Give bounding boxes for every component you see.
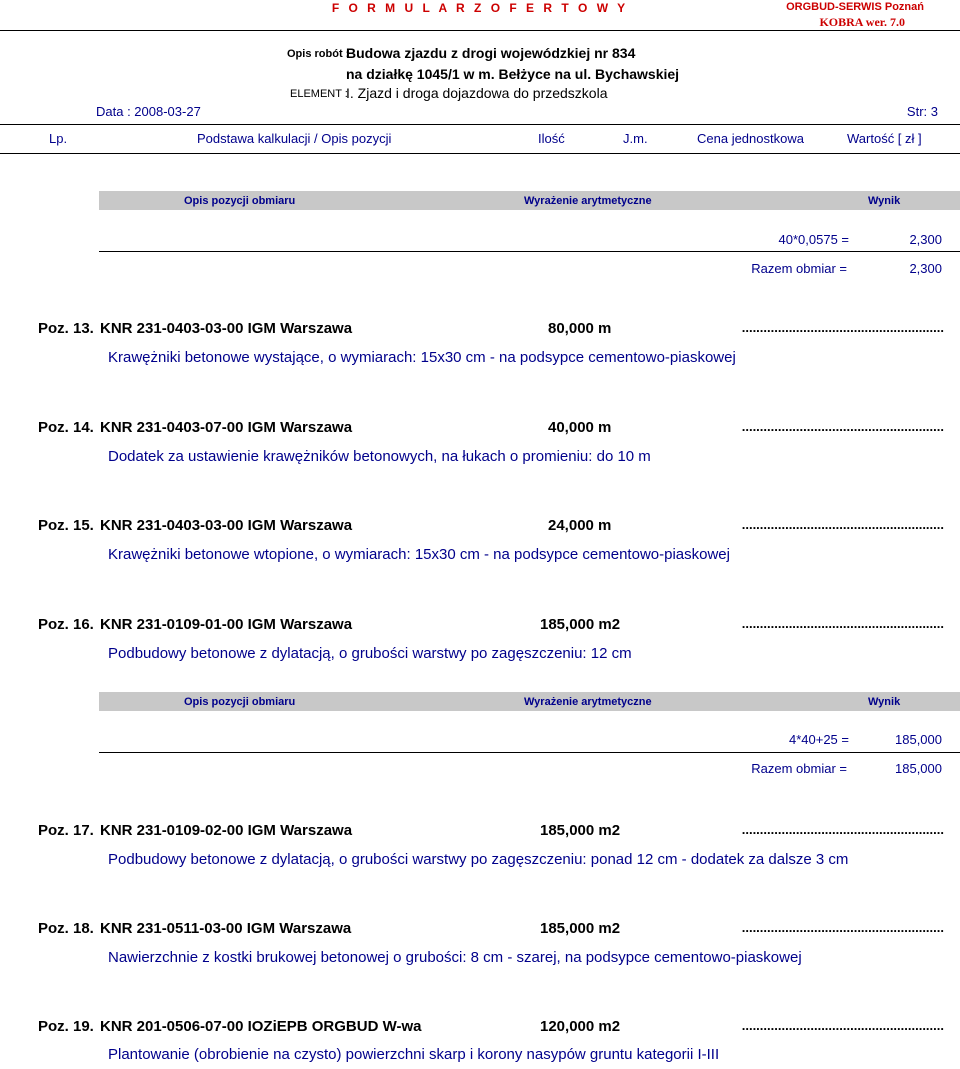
measure-header	[99, 191, 960, 210]
form-title: F O R M U L A R Z O F E R T O W Y	[331, 1, 629, 15]
position-code: KNR 231-0403-07-00 IGM Warszawa	[100, 419, 353, 436]
project-label: Opis robót :	[287, 48, 350, 60]
measure-desc-header: Opis pozycji obmiaru	[184, 195, 296, 207]
measure-divider	[99, 251, 960, 252]
software-version: KOBRA wer. 7.0	[819, 15, 905, 29]
position-code: KNR 201-0506-07-00 IOZiEPB ORGBUD W-wa	[100, 1018, 422, 1035]
project-line-2: na działkę 1045/1 w m. Bełżyce na ul. Bychawskiej	[346, 66, 680, 82]
position-code: KNR 231-0403-03-00 IGM Warszawa	[100, 320, 353, 337]
measure-result-header: Wynik	[868, 696, 901, 708]
position-code: KNR 231-0403-03-00 IGM Warszawa	[100, 517, 353, 534]
price-placeholder: ........................................................	[741, 517, 944, 532]
col-qty: Ilość	[538, 131, 565, 146]
position-code: KNR 231-0511-03-00 IGM Warszawa	[100, 920, 352, 937]
position-number: Poz. 14.	[38, 419, 94, 436]
position-qty: 185,000 m2	[540, 616, 621, 633]
position-qty: 185,000 m2	[540, 920, 621, 937]
price-placeholder: ........................................................	[741, 822, 944, 837]
position-code: KNR 231-0109-01-00 IGM Warszawa	[100, 616, 353, 633]
measure-desc-header: Opis pozycji obmiaru	[184, 696, 296, 708]
position-qty: 120,000 m2	[540, 1018, 621, 1035]
col-value: Wartość [ zł ]	[847, 131, 922, 146]
measure-header	[99, 692, 960, 711]
col-unit: J.m.	[623, 131, 648, 146]
element-label: ELEMENT :	[290, 88, 348, 100]
project-line-1: Budowa zjazdu z drogi wojewódzkiej nr 834	[346, 45, 636, 61]
price-placeholder: ........................................................	[741, 616, 944, 631]
position-number: Poz. 18.	[38, 920, 94, 937]
measure-expression: 40*0,0575 =	[778, 232, 849, 247]
position-number: Poz. 13.	[38, 320, 94, 337]
column-header-top-rule	[0, 124, 960, 125]
position-description: Podbudowy betonowe z dylatacją, o grubości warstwy po zagęszczeniu: 12 cm	[108, 645, 632, 662]
position-number: Poz. 15.	[38, 517, 94, 534]
measure-result: 2,300	[909, 232, 942, 247]
position-code: KNR 231-0109-02-00 IGM Warszawa	[100, 822, 353, 839]
header-divider	[0, 30, 960, 31]
position-number: Poz. 17.	[38, 822, 94, 839]
measure-total: 2,300	[909, 261, 942, 276]
element-value: I. Zjazd i droga dojazdowa do przedszkola	[346, 85, 608, 101]
price-placeholder: ........................................................	[741, 920, 944, 935]
measure-divider	[99, 752, 960, 753]
price-placeholder: ........................................................	[741, 320, 944, 335]
position-qty: 80,000 m	[548, 320, 612, 337]
measure-total: 185,000	[895, 761, 942, 776]
position-description: Nawierzchnie z kostki brukowej betonowej o grubości: 8 cm - szarej, na podsypce cementowo-piaskowej	[108, 949, 802, 966]
position-number: Poz. 19.	[38, 1018, 94, 1035]
measure-result: 185,000	[895, 732, 942, 747]
measure-result-header: Wynik	[868, 195, 901, 207]
page-number: Str: 3	[906, 104, 938, 119]
measure-expr-header: Wyrażenie arytmetyczne	[524, 195, 652, 207]
document-date: Data : 2008-03-27	[96, 104, 201, 119]
position-qty: 40,000 m	[548, 419, 612, 436]
position-description: Krawężniki betonowe wtopione, o wymiarach: 15x30 cm - na podsypce cementowo-piaskowej	[108, 546, 730, 563]
measure-expr-header: Wyrażenie arytmetyczne	[524, 696, 652, 708]
position-number: Poz. 16.	[38, 616, 94, 633]
position-qty: 185,000 m2	[540, 822, 621, 839]
col-basis: Podstawa kalkulacji / Opis pozycji	[197, 131, 392, 146]
position-description: Krawężniki betonowe wystające, o wymiarach: 15x30 cm - na podsypce cementowo-piaskowej	[108, 349, 736, 366]
measure-total-label: Razem obmiar =	[751, 761, 847, 776]
position-description: Plantowanie (obrobienie na czysto) powierzchni skarp i korony nasypów gruntu kategorii I-III	[108, 1046, 720, 1063]
col-lp: Lp.	[49, 131, 68, 146]
price-placeholder: ........................................................	[741, 419, 944, 434]
col-unit-price: Cena jednostkowa	[697, 131, 804, 146]
measure-total-label: Razem obmiar =	[751, 261, 847, 276]
measure-expression: 4*40+25 =	[788, 732, 849, 747]
vendor-name: ORGBUD-SERWIS Poznań	[786, 1, 924, 13]
price-placeholder: ........................................................	[741, 1018, 944, 1033]
position-description: Podbudowy betonowe z dylatacją, o grubości warstwy po zagęszczeniu: ponad 12 cm - dodatek za dalsze 3 cm	[108, 851, 849, 868]
column-header-bottom-rule	[0, 153, 960, 154]
position-qty: 24,000 m	[548, 517, 612, 534]
position-description: Dodatek za ustawienie krawężników betonowych, na łukach o promieniu: do 10 m	[108, 448, 651, 465]
